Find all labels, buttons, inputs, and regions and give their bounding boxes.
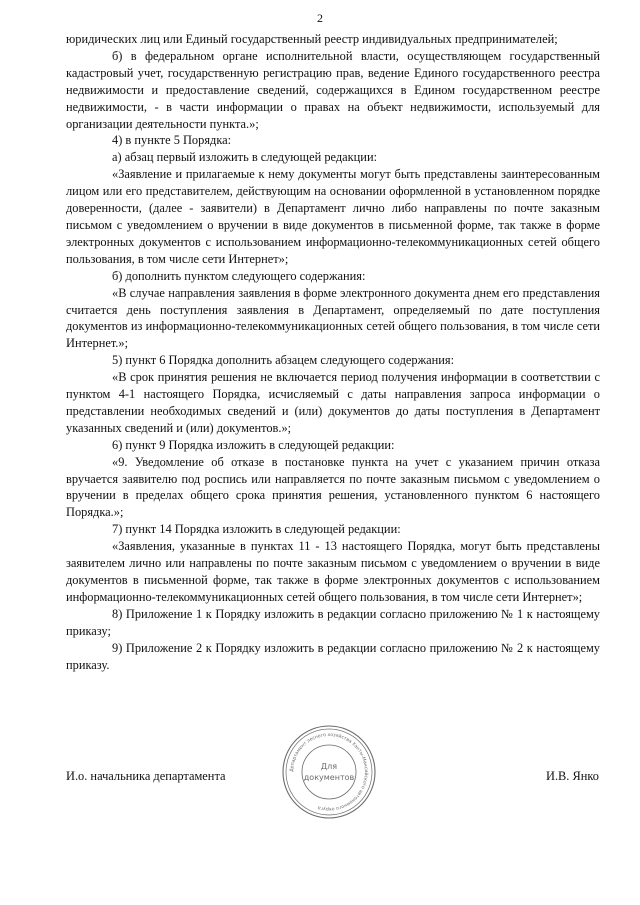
paragraph-item-4b: б) дополнить пунктом следующего содержания: [112,268,366,283]
paragraph-quote-applications: «Заявления, указанные в пунктах 11 - 13 настоящего Порядка, могут быть представлены заявителем лично или направлены по почте заказным письмом с уведомлением о вручении в виде документов в письменной форме, так также в форме электронных документов с использованием информационно-телекоммуникационных сетей общего пользования, в том числе сети Интернет»; [66,539,600,604]
paragraph-item-9: 9) Приложение 2 к Порядку изложить в редакции согласно приложению № 2 к настоящему приказу. [66,640,600,672]
paragraph-item-8: 8) Приложение 1 к Порядку изложить в редакции согласно приложению № 1 к настоящему приказу; [66,606,600,638]
paragraph-item-5: 5) пункт 6 Порядка дополнить абзацем следующего содержания: [112,353,455,368]
stamp-center-line1: Для [320,762,338,771]
paragraph-quote-refusal: «9. Уведомление об отказе в постановке пункта на учет с указанием причин отказа вручается заявителю под роспись или направляется по почте заказным письмом с уведомлением о вручении в пределах общего срока принятия решения, установленного пунктом 6 настоящего Порядка.»; [66,454,600,520]
paragraph-quote-electronic: «В случае направления заявления в форме электронного документа днем его представления считается день поступления заявления в Департамент, определяемый по дате поступления документов из информационно-телекоммуникационных сетей общего пользования, в том числе сети Интернет.»; [66,285,600,351]
signatory-position: И.о. начальника департамента [66,769,226,783]
paragraph-continuation: юридических лиц или Единый государственный реестр индивидуальных предпринимателей; [66,32,558,46]
signatory-name: И.В. Янко [546,769,599,783]
stamp-ring-text: Департамент лесного хозяйства Ханты-Мансийского автономного округа [289,732,369,812]
paragraph-item-7: 7) пункт 14 Порядка изложить в следующей редакции: [112,522,401,537]
paragraph-item-6: 6) пункт 9 Порядка изложить в следующей редакции: [112,437,395,452]
page-number: 2 [317,11,323,25]
stamp-center-line2: документов [303,773,355,782]
paragraph-quote-application: «Заявление и прилагаемые к нему документы могут быть представлены заинтересованным лицом или его представителем, действующим на основании оформленной в установленном порядке доверенности, (далее - заявители) в Департамент лично либо направлены по почте заказным письмом с уведомлением о вручении в виде документов в письменной форме, так также в форме электронных документов с использованием информационно-телекоммуникационных сетей общего пользования, в том числе сети Интернет»; [66,167,600,266]
paragraph-b-federal-organ: б) в федеральном органе исполнительной власти, осуществляющем государственный кадастровый учет, государственную регистрацию прав, ведение Единого государственного реестра недвижимости и предоставление сведений, содержащихся в Едином государственном реестре недвижимости, - в части информации о правах на объект недвижимости, используемый для организации деятельности пункта.»; [66,48,600,131]
document-body [66,31,600,673]
paragraph-item-4: 4) в пункте 5 Порядка: [112,133,232,148]
paragraph-quote-term: «В срок принятия решения не включается период получения информации в соответствии с пунктом 4-1 настоящего Порядка, исчисляемый с даты направления запроса информации о представлении необходимых сведений и (или) документов до даты поступления в Департамент указанных сведений и (или) документов.»; [66,370,600,435]
paragraph-item-4a: а) абзац первый изложить в следующей редакции: [112,150,378,165]
stamp-seal [281,724,377,820]
